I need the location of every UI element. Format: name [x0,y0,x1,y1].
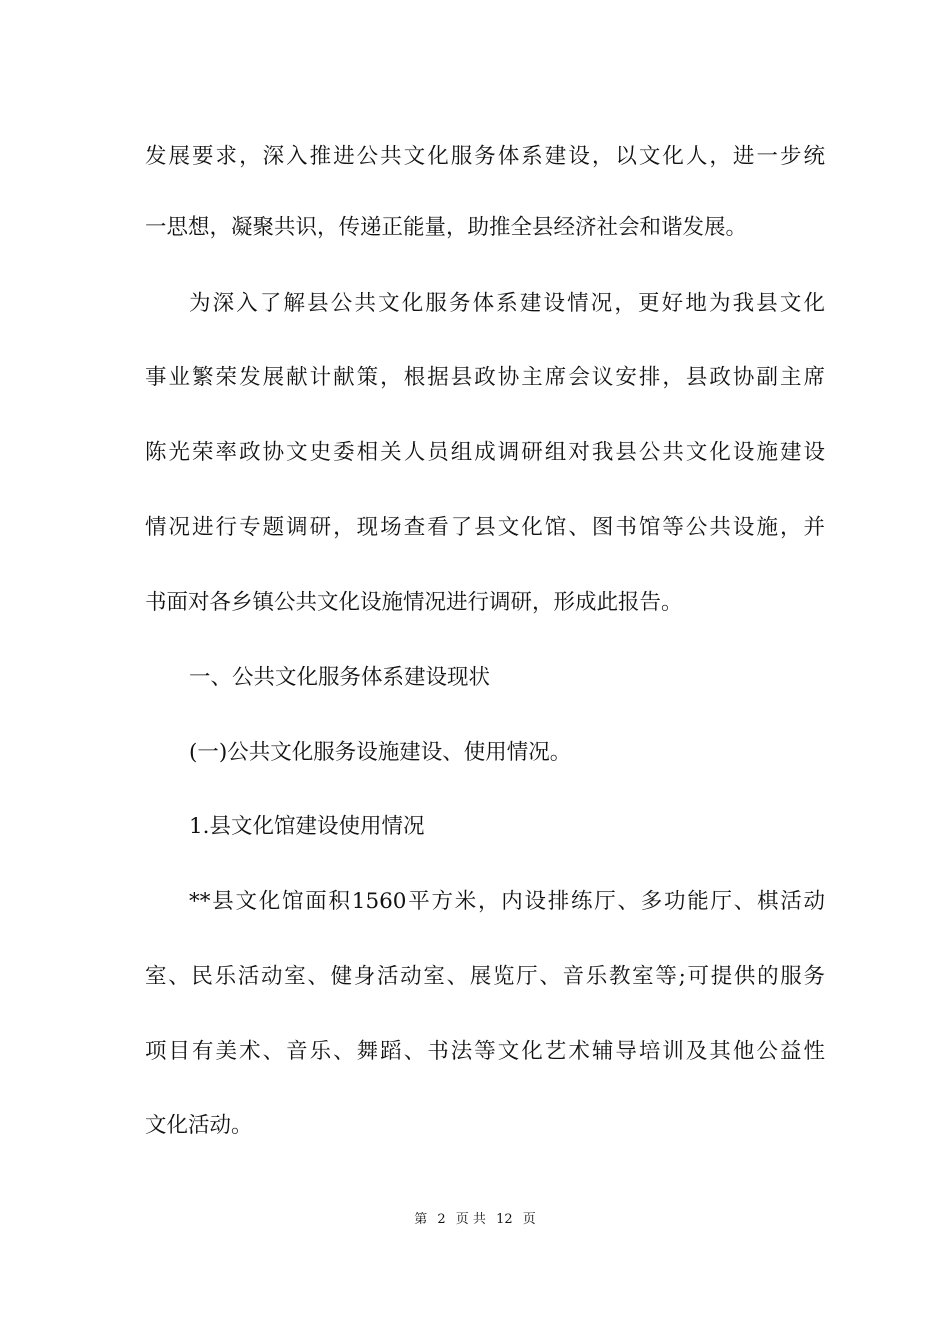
paragraph-line: 事业繁荣发展献计献策，根据县政协主席会议安排，县政协副主席 [145,365,825,390]
paragraph-line: 情况进行专题调研，现场查看了县文化馆、图书馆等公共设施，并 [145,515,825,540]
item-heading: 1.县文化馆建设使用情况 [189,814,425,839]
paragraph-line: 文化活动。 [145,1113,253,1138]
paragraph-line: 为深入了解县公共文化服务体系建设情况，更好地为我县文化 [189,291,825,316]
page-footer [0,1208,950,1227]
paragraph-line: 室、民乐活动室、健身活动室、展览厅、音乐教室等;可提供的服务 [145,964,825,989]
paragraph-line: 陈光荣率政协文史委相关人员组成调研组对我县公共文化设施建设 [145,440,825,465]
footer-mid: 页 共 [455,1212,486,1227]
footer-total-pages: 12 [496,1212,513,1227]
paragraph-line: 书面对各乡镇公共文化设施情况进行调研，形成此报告。 [145,590,683,615]
footer-prefix: 第 [414,1212,428,1227]
paragraph-line: **县文化馆面积1560平方米，内设排练厅、多功能厅、棋活动 [189,889,825,914]
footer-suffix: 页 [522,1212,536,1227]
subsection-heading: (一)公共文化服务设施建设、使用情况。 [189,740,572,765]
paragraph-line: 项目有美术、音乐、舞蹈、书法等文化艺术辅导培训及其他公益性 [145,1039,825,1064]
footer-current-page: 2 [437,1212,446,1227]
paragraph-line: 发展要求，深入推进公共文化服务体系建设，以文化人，进一步统 [145,144,825,169]
section-heading: 一、公共文化服务体系建设现状 [189,665,491,690]
paragraph-line: 一思想，凝聚共识，传递正能量，助推全县经济社会和谐发展。 [145,215,748,240]
